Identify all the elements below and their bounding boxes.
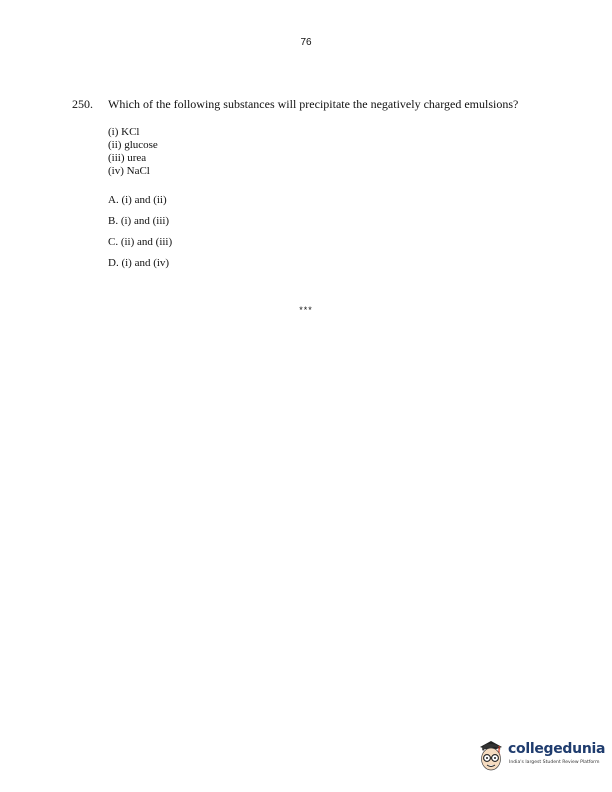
section-separator: *** — [299, 305, 313, 315]
brand-logo — [476, 735, 606, 781]
student-mascot-icon — [476, 735, 506, 775]
brand-tagline: India's largest Student Review Platform — [509, 760, 600, 765]
question-number: 250. — [72, 97, 93, 111]
option-d: D. (i) and (iv) — [108, 257, 170, 269]
statement-item: (i) KCl — [108, 126, 140, 138]
option-c: C. (ii) and (iii) — [108, 236, 173, 248]
brand-name: collegedunia — [508, 741, 606, 757]
statement-item: (iii) urea — [108, 152, 147, 164]
statement-item: (ii) glucose — [108, 139, 158, 151]
page-number: 76 — [300, 37, 312, 48]
option-a: A. (i) and (ii) — [108, 194, 167, 206]
answer-options — [108, 194, 172, 278]
option-b: B. (i) and (iii) — [108, 215, 170, 227]
statement-item: (iv) NaCl — [108, 165, 150, 177]
statement-list — [108, 126, 158, 178]
question-text: Which of the following substances will precipitate the negatively charged emulsions? — [108, 97, 519, 111]
